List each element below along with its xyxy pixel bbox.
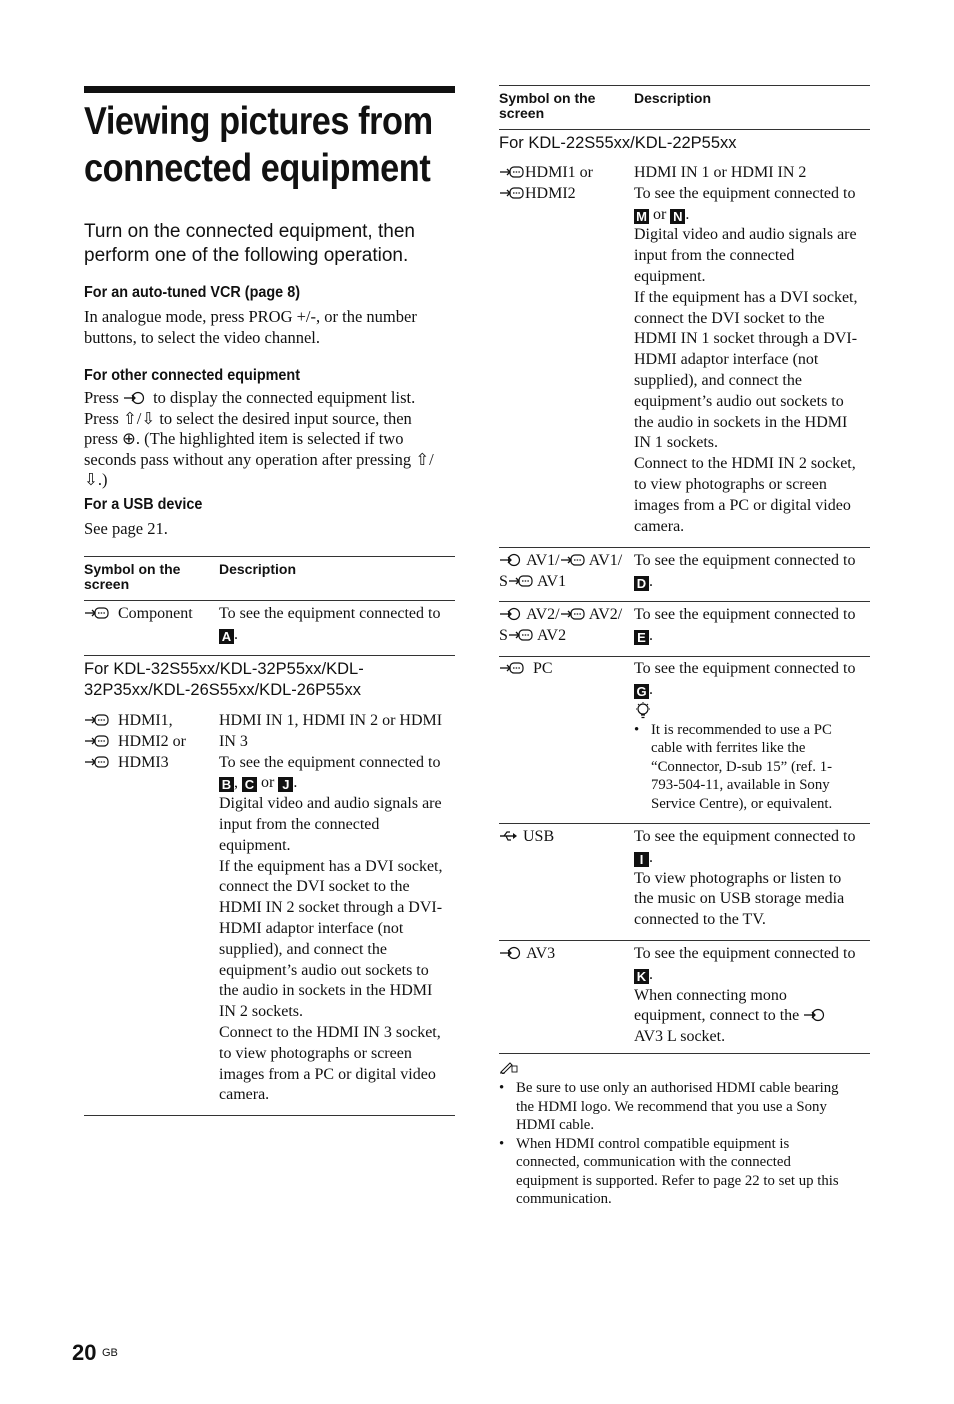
pc-tip: • It is recommended to use a PC cable with ferrites like the “Connector, D-sub 15” (ref. 1- 793-504-11, available in Sony Service Centre), or equivalent.: [634, 721, 874, 814]
label-box: I: [634, 852, 649, 867]
s-video-icon: [508, 573, 534, 589]
page-number: 20: [72, 1340, 97, 1365]
intro-text: [84, 220, 464, 268]
component-symbol: Component: [84, 604, 193, 625]
row-rule: [499, 940, 870, 941]
title-line-2: connected equipment: [84, 147, 431, 190]
av2-description: To see the equipment connected to E .: [634, 606, 856, 645]
component-description: To see the equipment connected to A .: [219, 605, 441, 644]
usb-description: To see the equipment connected to I . To view photographs or listen to the music on USB storage media connected to the TV.: [634, 828, 856, 929]
table-top-rule: [84, 556, 455, 557]
intro-line-2: perform one of the following operation.: [84, 245, 409, 266]
table-bottom-rule: [84, 1115, 455, 1116]
other-line-1: Press to display the connected equipment list.: [84, 388, 416, 407]
note-item: • Be sure to use only an authorised HDMI cable bearing the HDMI logo. We recommend that you use a Sony HDMI cable.: [499, 1079, 871, 1135]
other-text: [84, 388, 459, 491]
other-line-2: Press ⇧/⇩ to select the desired input source, then: [84, 408, 412, 428]
enter-button-icon: ⊕: [122, 429, 136, 448]
vcr-heading: For an auto-tuned VCR (page 8): [84, 284, 300, 301]
label-box: A: [219, 629, 234, 644]
model-heading-left: For KDL-32S55xx/KDL-32P55xx/KDL- 32P35xx/KDL-26S55xx/KDL-26P55xx: [84, 660, 364, 699]
input-icon: [499, 606, 523, 622]
row-rule: [499, 547, 870, 548]
input-icon: [123, 390, 149, 406]
input-icon: [499, 552, 523, 568]
up-down-arrow-icon: ⇧/⇩: [122, 408, 156, 428]
av2-symbol: AV2/ AV2/ S AV2: [499, 606, 623, 644]
pc-icon: [499, 660, 525, 676]
rgb-icon: [560, 606, 586, 622]
table-bottom-rule-right: [499, 1053, 870, 1054]
vcr-line-2: buttons, to select the video channel.: [84, 327, 320, 347]
title-line-1: Viewing pictures from: [84, 100, 433, 143]
label-box: K: [634, 969, 649, 984]
vcr-line-1: In analogue mode, press PROG +/-, or the number: [84, 307, 417, 326]
hdmi-icon: [84, 754, 110, 770]
row-rule: [499, 656, 870, 657]
label-box: M: [634, 209, 649, 224]
usb-icon: [499, 828, 519, 844]
vcr-text: [84, 307, 459, 348]
col-symbol-header: Symbol on the screen: [84, 561, 181, 592]
av3-symbol: AV3: [499, 944, 555, 965]
page-title: [84, 98, 433, 192]
pc-description: To see the equipment connected to G . • It is recommended to use a PC cable with ferrites like the “Connector, D-sub 15” (ref. 1- 793-504-11, available in Sony Service Centre), or equivalent.: [634, 659, 874, 813]
label-box: J: [278, 777, 293, 792]
header-rule: [84, 600, 455, 601]
hdmi-icon: [84, 733, 110, 749]
input-icon: [803, 1007, 827, 1023]
row-rule: [499, 823, 870, 824]
hdmi-symbols-left: HDMI1, HDMI2 or HDMI3: [84, 711, 186, 773]
av3-description: To see the equipment connected to K . When connecting mono equipment, connect to the AV3 L socket.: [634, 945, 856, 1046]
hdmi-symbols-right: HDMI1 or HDMI2: [499, 163, 593, 205]
hdmi-icon: [499, 164, 525, 180]
right-header-rule: [499, 129, 870, 130]
usb-heading: For a USB device: [84, 496, 203, 513]
note-item: • When HDMI control compatible equipment is connected, communication with the connected equipment is supported. Refer to page 22 to set up this communication.: [499, 1135, 871, 1209]
component-icon: [84, 605, 110, 621]
label-box: G: [634, 684, 649, 699]
av1-symbol: AV1/ AV1/ S AV1: [499, 552, 623, 590]
av1-description: To see the equipment connected to D .: [634, 552, 856, 591]
usb-text: See page 21.: [84, 519, 168, 538]
hdmi-icon: [84, 712, 110, 728]
label-box: E: [634, 630, 649, 645]
row-rule: [84, 655, 455, 656]
hdmi-description-left: HDMI IN 1, HDMI IN 2 or HDMI IN 3 To see the equipment connected to B , C or J . Digital video and audio signals are input from the connected equipment. If the equipment has a DVI socket, connect the DVI socket to the HDMI IN 2 socket through a DVI- HDMI adaptor interface (not supplied), and connect the equipment’s audio out sockets to the audio in sockets in the HDMI IN 2 sockets. Connect to the HDMI IN 3 socket, to view photographs or screen images from a PC or digital video camera.: [219, 712, 443, 1104]
label-box: B: [219, 777, 234, 792]
row-rule: [499, 601, 870, 602]
up-arrow-icon: ⇧/: [415, 449, 434, 469]
note-pencil-icon: [499, 1060, 519, 1074]
other-line-4: seconds pass without any operation after pressing ⇧/: [84, 449, 434, 469]
pc-symbol: PC: [499, 659, 553, 680]
hdmi-icon: [499, 185, 525, 201]
other-heading: For other connected equipment: [84, 367, 301, 384]
input-icon: [499, 945, 523, 961]
tip-lightbulb-icon: [634, 701, 652, 721]
notes-list: [499, 1079, 871, 1209]
label-box: D: [634, 576, 649, 591]
right-table-top-rule: [499, 85, 870, 86]
other-line-5: ⇩.): [84, 470, 108, 489]
label-box: N: [670, 209, 685, 224]
rgb-icon: [560, 552, 586, 568]
hdmi-description-right: HDMI IN 1 or HDMI IN 2 To see the equipment connected to M or N . Digital video and audio signals are input from the connected equipment. If the equipment has a DVI socket, connect the DVI socket to the HDMI IN 1 socket through a DVI- HDMI adaptor interface (not supplied), and connect the equipment’s audio out sockets to the audio in sockets in the HDMI IN 1 sockets. Connect to the HDMI IN 2 socket, to view photographs or screen images from a PC or digital video camera.: [634, 164, 858, 535]
other-line-3: press ⊕. (The highlighted item is selected if two: [84, 429, 404, 448]
label-box: C: [242, 777, 257, 792]
intro-line-1: Turn on the connected equipment, then: [84, 221, 415, 242]
col-symbol-header-right: Symbol on the screen: [499, 90, 596, 121]
model-heading-right: For KDL-22S55xx/KDL-22P55xx: [499, 134, 737, 152]
title-rule: [84, 86, 455, 93]
usb-symbol: USB: [499, 827, 554, 848]
language-code: GB: [102, 1347, 118, 1359]
col-description-header-right: Description: [634, 90, 712, 106]
col-description-header: Description: [219, 561, 297, 577]
s-video-icon: [508, 627, 534, 643]
down-arrow-icon: ⇩: [84, 470, 98, 489]
